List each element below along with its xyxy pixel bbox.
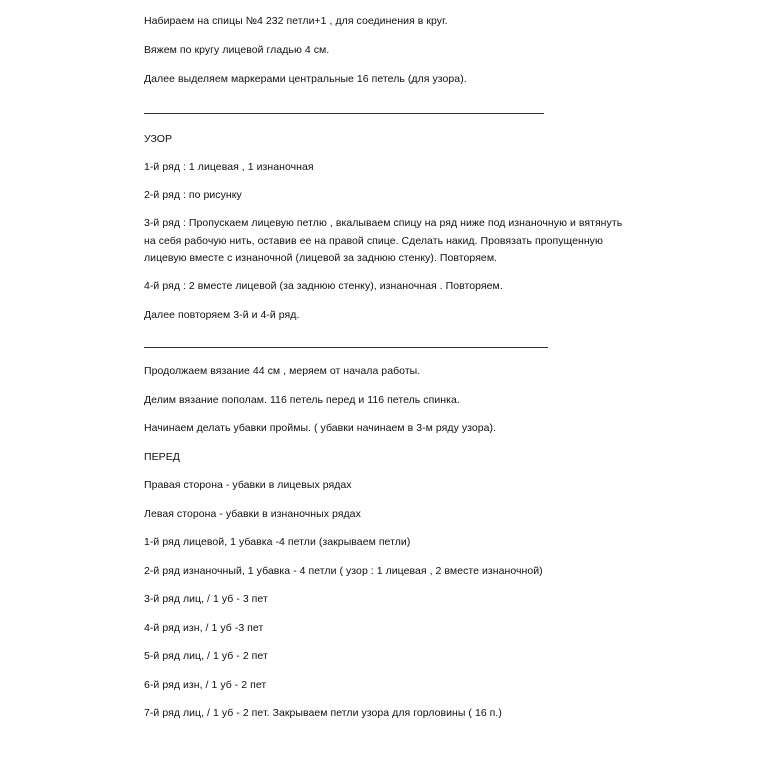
pattern-repeat-note: Далее повторяем 3-й и 4-й ряд.: [144, 309, 300, 321]
continue-line-armhole: Начинаем делать убавки проймы. ( убавки начинаем в 3-м ряду узора).: [144, 422, 497, 434]
front-row-2: 2-й ряд изнаночный, 1 убавка - 4 петли ( узор : 1 лицевая , 2 вместе изнаночной): [144, 565, 543, 577]
divider-line: [144, 347, 548, 348]
front-row-4: 4-й ряд изн, / 1 уб -3 пет: [144, 622, 264, 634]
intro-line-cast-on: Набираем на спицы №4 232 петли+1 , для соединения в круг.: [144, 15, 448, 27]
pattern-row-4: 4-й ряд : 2 вместе лицевой (за заднюю стенку), изнаночная . Повторяем.: [144, 280, 503, 292]
front-row-1: 1-й ряд лицевой, 1 убавка -4 петли (закрываем петли): [144, 536, 411, 548]
front-row-7: 7-й ряд лиц, / 1 уб - 2 пет. Закрываем петли узора для горловины ( 16 п.): [144, 707, 502, 719]
pattern-heading: УЗОР: [144, 133, 173, 145]
intro-line-markers: Далее выделяем маркерами центральные 16 петель (для узора).: [144, 73, 467, 85]
pattern-row-1: 1-й ряд : 1 лицевая , 1 изнаночная: [144, 161, 314, 173]
pattern-row-3-end: лицевую вместе с изнаночной (лицевой за заднюю стенку). Повторяем.: [144, 252, 498, 264]
continue-line-split: Делим вязание пополам. 116 петель перед и 116 петель спинка.: [144, 394, 460, 406]
pattern-row-2: 2-й ряд : по рисунку: [144, 189, 242, 201]
front-left-side: Левая сторона - убавки в изнаночных рядах: [144, 508, 361, 520]
front-row-3: 3-й ряд лиц, / 1 уб - 3 пет: [144, 593, 268, 605]
intro-line-stockinette: Вяжем по кругу лицевой гладью 4 см.: [144, 44, 330, 56]
divider-line: [144, 113, 544, 114]
front-heading: ПЕРЕД: [144, 451, 180, 463]
pattern-row-3: 3-й ряд : Пропускаем лицевую петлю , вкалываем спицу на ряд ниже под изнаночную и вятянуть: [144, 217, 623, 229]
front-right-side: Правая сторона - убавки в лицевых рядах: [144, 479, 352, 491]
front-row-6: 6-й ряд изн, / 1 уб - 2 пет: [144, 679, 267, 691]
continue-line-length: Продолжаем вязание 44 см , меряем от начала работы.: [144, 365, 421, 377]
front-row-5: 5-й ряд лиц, / 1 уб - 2 пет: [144, 650, 268, 662]
pattern-row-3-continued: на себя рабочую нить, оставив ее на правой спице. Сделать накид. Провязать пропущенную: [144, 235, 603, 247]
